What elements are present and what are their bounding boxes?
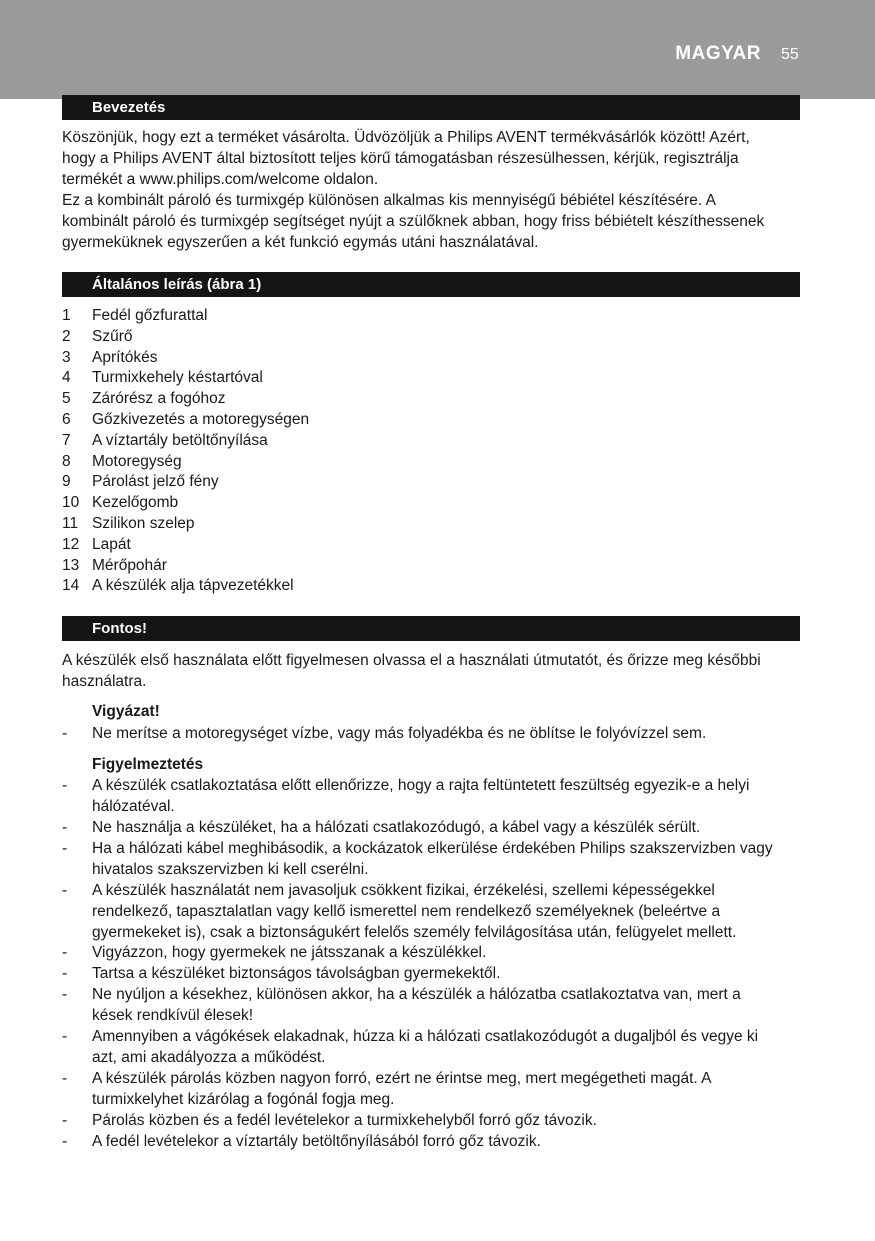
list-item — [62, 576, 562, 597]
parts-list — [62, 306, 562, 597]
list-number: 9 — [62, 473, 71, 491]
bullet-line: azt, ami akadályozza a működést. — [92, 1049, 326, 1066]
list-item — [62, 452, 562, 473]
list-number: 14 — [62, 577, 80, 595]
list-item — [62, 431, 562, 452]
list-text: Fedél gőzfurattal — [92, 307, 208, 324]
list-number: 2 — [62, 327, 71, 345]
intro-paragraph — [62, 127, 807, 253]
important-paragraph — [62, 650, 807, 692]
warning-title: Figyelmeztetés — [92, 756, 204, 773]
bullet-dash: - — [62, 840, 68, 857]
list-item — [62, 472, 562, 493]
list-number: 13 — [62, 556, 80, 574]
list-number: 10 — [62, 494, 80, 512]
list-number: 7 — [62, 431, 71, 449]
bullet-line: rendelkező, tapasztalatlan vagy kellő ismerettel nem rendelkező személyeknek (beleértve a — [92, 903, 721, 920]
bullet-dash: - — [62, 965, 68, 982]
list-item — [62, 535, 562, 556]
list-item — [62, 389, 562, 410]
intro-line: hogy a Philips AVENT által biztosított teljes körű támogatásban részesülhessen, kérjük, regisztrálja — [62, 150, 739, 167]
list-text: Lapát — [92, 535, 131, 553]
bullet-line: Tartsa a készüléket biztonságos távolságban gyermekektől. — [92, 965, 501, 982]
list-number: 1 — [62, 307, 71, 324]
bullet-dash: - — [62, 944, 68, 961]
list-text: Motoregység — [92, 452, 182, 470]
intro-line: gyermeküknek egyszerűen a két funkció egymás utáni használatával. — [62, 234, 539, 251]
bullet-line: Ha a hálózati kábel meghibásodik, a kockázatok elkerülése érdekében Philips szakszervizben vagy — [92, 840, 773, 857]
intro-line: termékét a www.philips.com/welcome oldalon. — [62, 171, 379, 188]
bullet-line: Ne nyúljon a késekhez, különösen akkor, ha a készülék a hálózatba csatlakoztatva van, mert a — [92, 986, 741, 1003]
list-text: Zárórész a fogóhoz — [92, 390, 226, 408]
list-item — [62, 493, 562, 514]
bullet-line: A készülék párolás közben nagyon forró, ezért ne érintse meg, mert megégetheti magát. A — [92, 1070, 712, 1087]
bullet-line: kések rendkívül élesek! — [92, 1007, 254, 1024]
bullet-dash: - — [62, 1133, 68, 1150]
bullet-dash: - — [62, 1112, 68, 1129]
important-line: használatra. — [62, 673, 147, 690]
list-item — [62, 410, 562, 431]
list-item — [62, 327, 562, 348]
list-text: Szilikon szelep — [92, 514, 195, 532]
list-text: Aprítókés — [92, 348, 158, 366]
bullet-line: turmixkelyhet kizárólag a fogónál fogja meg. — [92, 1091, 395, 1108]
bullet-line: Vigyázzon, hogy gyermekek ne játsszanak a készülékkel. — [92, 944, 487, 961]
page-number: 55 — [781, 46, 799, 63]
bullet-line: Párolás közben és a fedél levételekor a turmixkehelyből forró gőz távozik. — [92, 1112, 597, 1129]
list-text: Szűrő — [92, 327, 133, 345]
list-text: Kezelőgomb — [92, 494, 179, 512]
intro-line: Ez a kombinált pároló és turmixgép különösen alkalmas kis mennyiségű bébiétel készítésére. A — [62, 192, 716, 209]
section-heading-general: Általános leírás (ábra 1) — [62, 272, 800, 297]
bullet-line: A fedél levételekor a víztartály betöltőnyílásából forró gőz távozik. — [92, 1133, 541, 1150]
list-item — [62, 514, 562, 535]
bullet-dash: - — [62, 725, 68, 742]
list-text: Turmixkehely késtartóval — [92, 369, 263, 387]
bullet-dash: - — [62, 1028, 68, 1045]
list-item — [62, 348, 562, 369]
list-number: 3 — [62, 348, 71, 366]
section-heading-important: Fontos! — [62, 616, 800, 641]
list-item — [62, 306, 562, 327]
list-number: 11 — [62, 514, 79, 532]
list-number: 6 — [62, 410, 71, 428]
list-text: Mérőpohár — [92, 556, 167, 574]
bullet-line: A készülék használatát nem javasoljuk csökkent fizikai, érzékelési, szellemi képességekkel — [92, 882, 715, 899]
intro-line: kombinált pároló és turmixgép segítséget nyújt a szülőknek abban, hogy friss bébiételt készíthessenek — [62, 213, 765, 230]
list-text: A víztartály betöltőnyílása — [92, 431, 268, 449]
list-number: 5 — [62, 390, 71, 408]
bullet-dash: - — [62, 882, 68, 899]
list-text: A készülék alja tápvezetékkel — [92, 577, 294, 595]
bullet-dash: - — [62, 819, 68, 836]
bullet-dash: - — [62, 986, 68, 1003]
list-item — [62, 368, 562, 389]
bullet-line: Amennyiben a vágókések elakadnak, húzza ki a hálózati csatlakozódugót a dugaljból és vegye ki — [92, 1028, 759, 1045]
bullet-line: Ne használja a készüléket, ha a hálózati csatlakozódugó, a kábel vagy a készülék sérült. — [92, 819, 701, 836]
list-item — [62, 556, 562, 577]
list-number: 12 — [62, 535, 80, 553]
bullet-dash: - — [62, 777, 68, 794]
list-number: 4 — [62, 369, 71, 387]
caution-title: Vigyázat! — [92, 703, 160, 720]
bullet-dash: - — [62, 1070, 68, 1087]
bullet-line: gyermekeket is), csak a biztonságukért felelős személy felvilágosítása után, felügyelet mellett. — [92, 924, 737, 941]
bullet-line: hálózatéval. — [92, 798, 175, 815]
intro-line: Köszönjük, hogy ezt a terméket vásárolta. Üdvözöljük a Philips AVENT termékvásárlók között! Azért, — [62, 129, 750, 146]
language-label: MAGYAR — [675, 43, 761, 64]
bullet-line: Ne merítse a motoregységet vízbe, vagy más folyadékba és ne öblítse le folyóvízzel sem. — [92, 725, 707, 742]
important-line: A készülék első használata előtt figyelmesen olvassa el a használati útmutatót, és őrizze meg későbbi — [62, 652, 761, 669]
section-heading-intro: Bevezetés — [62, 95, 800, 120]
list-text: Párolást jelző fény — [92, 473, 219, 491]
bullet-line: hivatalos szakszervizben ki kell cserélni. — [92, 861, 369, 878]
bullet-line: A készülék csatlakoztatása előtt ellenőrizze, hogy a rajta feltüntetett feszültség egyezik-e a helyi — [92, 777, 750, 794]
list-text: Gőzkivezetés a motoregységen — [92, 410, 310, 428]
list-number: 8 — [62, 452, 71, 470]
